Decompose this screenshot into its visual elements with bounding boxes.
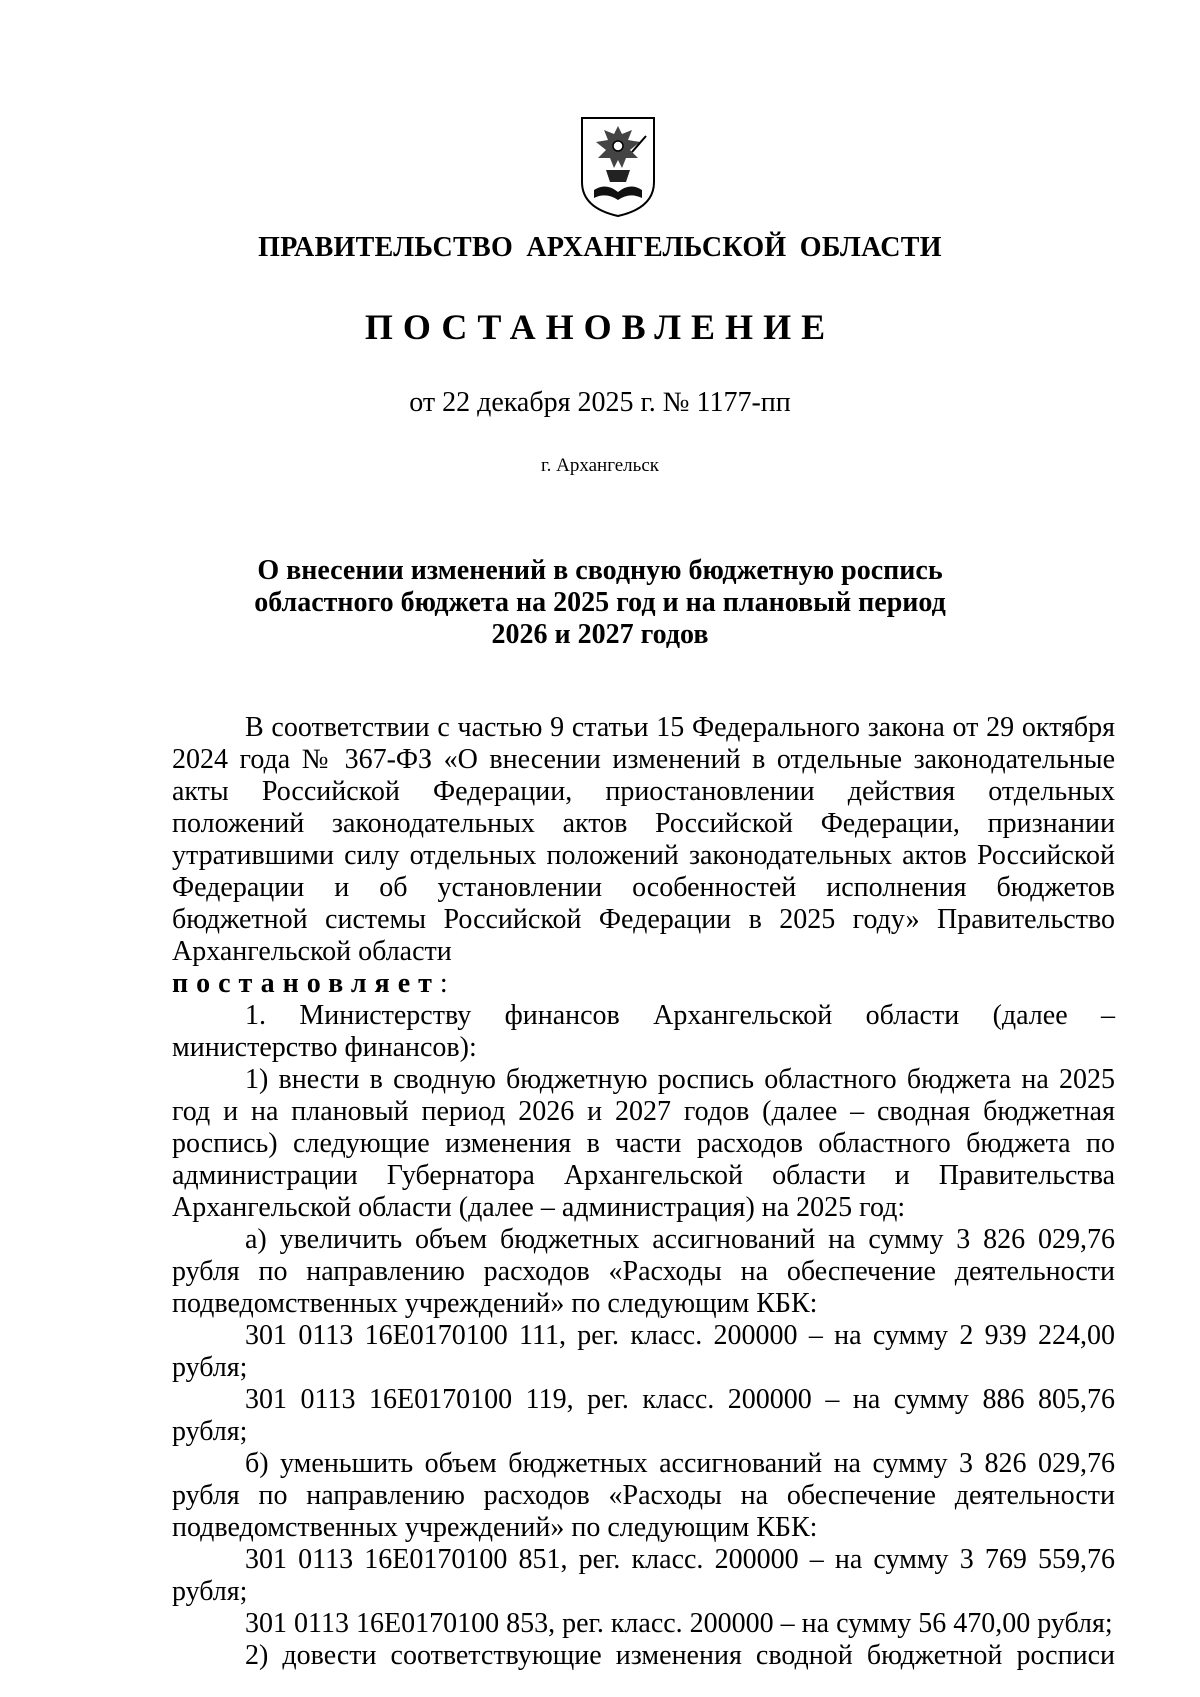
kbk-line: 301 0113 16Е0170100 851, рег. класс. 200000 – на сумму 3 769 559,76 рубля; (172, 1544, 1115, 1607)
subject-line: О внесении изменений в сводную бюджетную роспись (257, 555, 943, 586)
item-b-paragraph: б) уменьшить объем бюджетных ассигнований на сумму 3 826 029,76 рубля по направлению расходов «Расходы на обеспечение деятельности подведомственных учреждений» по следующим КБК: (172, 1448, 1115, 1543)
document-subject (0, 555, 1200, 651)
item-1-paragraph: 1. Министерству финансов Архангельской области (далее – министерство финансов): (172, 1000, 1115, 1063)
document-city: г. Архангельск (540, 455, 659, 476)
document-date-number: от 22 декабря 2025 г. № 1177-пп (409, 387, 791, 418)
document-body (172, 712, 1115, 1672)
preamble-paragraph: В соответствии с частью 9 статьи 15 Федерального закона от 29 октября 2024 года № 367-ФЗ «О внесении изменений в отдельные законодательные акты Российской Федерации, приостановлении действия отдельных положений законодательных актов Российской Федерации, признании утратившими силу отдельных положений законодательных актов Российской Федерации и об установлении особенностей исполнения бюджетов бюджетной системы Российской Федерации в 2025 году» Правительство Архангельской области постановляет: (172, 712, 1115, 999)
document-type: ПОСТАНОВЛЕНИЕ (364, 307, 836, 347)
coat-of-arms-icon (576, 112, 660, 218)
kbk-line: 301 0113 16Е0170100 119, рег. класс. 200000 – на сумму 886 805,76 рубля; (172, 1384, 1115, 1447)
resolves-word: постановляет (172, 968, 440, 999)
organization-title: ПРАВИТЕЛЬСТВО АРХАНГЕЛЬСКОЙ ОБЛАСТИ (258, 232, 942, 263)
kbk-line: 301 0113 16Е0170100 111, рег. класс. 200000 – на сумму 2 939 224,00 рубля; (172, 1320, 1115, 1383)
subject-line: 2026 и 2027 годов (491, 619, 709, 650)
item-1-1-paragraph: 1) внести в сводную бюджетную роспись областного бюджета на 2025 год и на плановый период 2026 и 2027 годов (далее – сводная бюджетная роспись) следующие изменения в части расходов областного бюджета по администрации Губернатора Архангельской области и Правительства Архангельской области (далее – администрация) на 2025 год: (172, 1064, 1115, 1223)
kbk-line: 301 0113 16Е0170100 853, рег. класс. 200000 – на сумму 56 470,00 рубля; (245, 1608, 1113, 1639)
item-a-paragraph: а) увеличить объем бюджетных ассигнований на сумму 3 826 029,76 рубля по направлению расходов «Расходы на обеспечение деятельности подведомственных учреждений» по следующим КБК: (172, 1224, 1115, 1319)
subject-line: областного бюджета на 2025 год и на плановый период (254, 587, 946, 618)
item-1-2-paragraph: 2) довести соответствующие изменения сводной бюджетной росписи (245, 1640, 1115, 1671)
